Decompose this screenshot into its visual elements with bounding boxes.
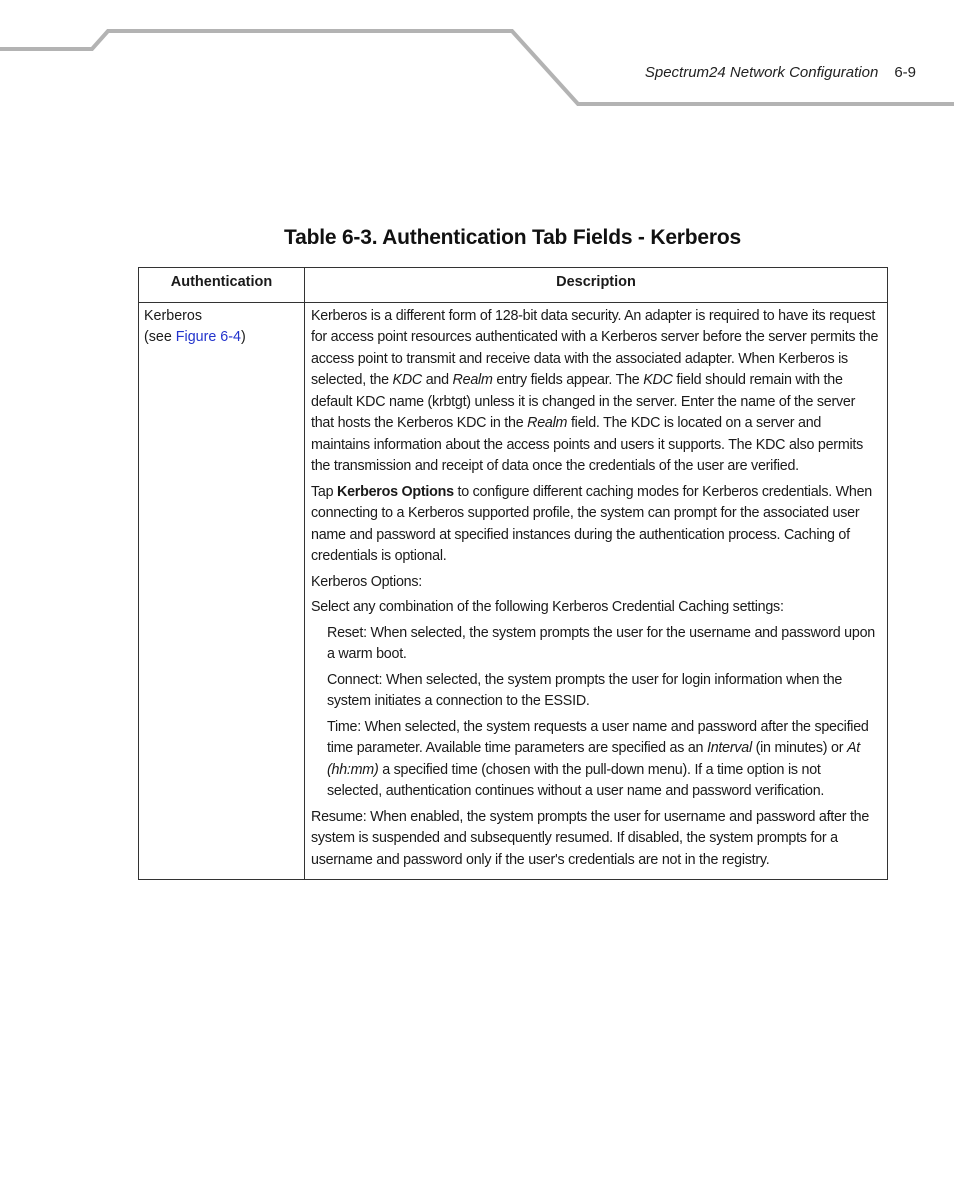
time-option: Time: When selected, the system requests a user name and password after the specified time parameter. Available time parameters are specified as an Interval (in minutes) or At (hh:mm) a specified time (chosen with the pull-down menu). If a time option is not selected, authentication continues without a user name and password verification. [327,718,869,799]
authentication-cell [139,302,305,880]
figure-link[interactable]: Figure 6-4 [175,329,241,345]
see-prefix: (see [144,329,176,345]
caching-intro: Select any combination of the following Kerberos Credential Caching settings: [311,599,784,615]
kerberos-options-paragraph: Tap Kerberos Options to configure different caching modes for Kerberos credentials. When connecting to a Kerberos supported profile, the system can prompt for the associated user name and password at specified instances during the authentication process. Caching of credentials is optional. [311,483,873,564]
options-heading: Kerberos Options: [311,573,422,590]
description-cell [305,302,888,880]
table-row [139,302,888,880]
running-head [645,64,916,81]
see-reference [144,327,298,349]
page-number: 6-9 [894,64,916,81]
column-header-authentication: Authentication [139,268,305,303]
kerberos-options-label: Kerberos Options [337,483,454,500]
authentication-table [138,267,888,880]
table-header-row [139,268,888,303]
resume-option: Resume: When enabled, the system prompts the user for username and password after the system is suspended and subsequently resumed. If disabled, the system prompts for a username and password only if the user's credentials are not in the registry. [311,808,870,868]
section-title: Spectrum24 Network Configuration [644,64,879,81]
table-title: Table 6-3. Authentication Tab Fields - Kerberos [284,226,741,249]
see-suffix: ) [240,329,246,345]
kerberos-description-paragraph: Kerberos is a different form of 128-bit data security. An adapter is required to have its request for access point resources authenticated with a Kerberos server before the server permits the access point to transmit and receive data with the associated adapter. When Kerberos is selected, the KDC and Realm entry fields appear. The KDC field should remain with the default KDC name (krbtgt) unless it is changed in the server. Enter the name of the server that hosts the Kerberos KDC in the Realm field. The KDC is located on a server and maintains information about the access points and users it supports. The KDC also permits the transmission and receipt of data once the credentials of the user are verified. [311,307,879,474]
connect-option: Connect: When selected, the system prompts the user for login information when the system initiates a connection to the ESSID. [327,671,843,709]
reset-option: Reset: When selected, the system prompts the user for the username and password upon a warm boot. [327,624,875,662]
header-rule [0,0,954,110]
column-header-description: Description [305,268,888,303]
auth-name: Kerberos [144,307,203,324]
